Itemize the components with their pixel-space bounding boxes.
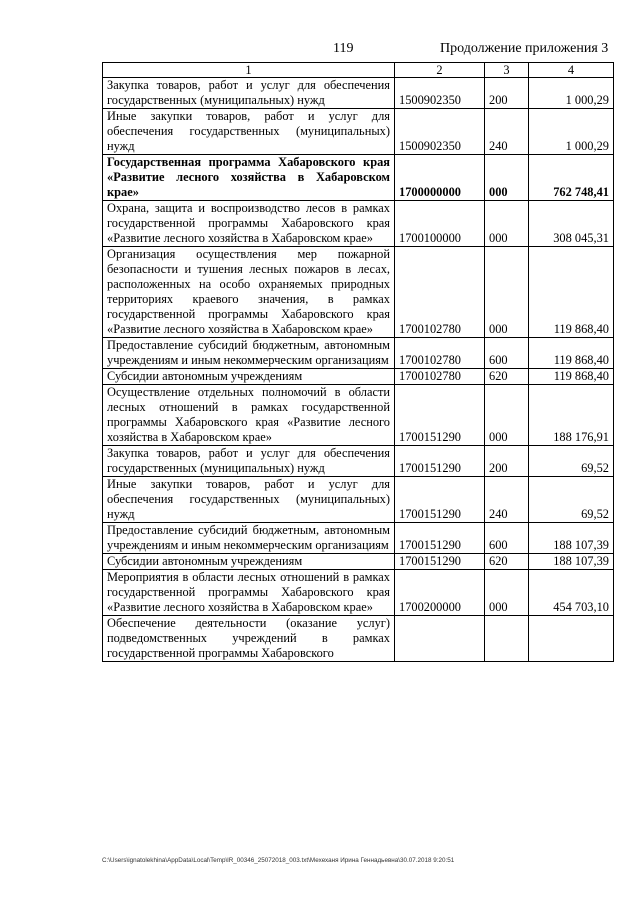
row-type-cell: 600 [485,523,529,554]
row-name-cell: Иные закупки товаров, работ и услуг для обеспечения государственных (муниципальных) нужд [103,477,395,523]
row-type-cell: 240 [485,109,529,155]
column-header: 3 [485,63,529,78]
row-type-cell: 000 [485,385,529,446]
row-type-cell: 600 [485,338,529,369]
row-code-cell: 1700151290 [395,477,485,523]
row-amount-cell: 188 107,39 [529,523,614,554]
table-row [103,570,614,616]
row-amount-cell: 69,52 [529,446,614,477]
row-type-cell: 000 [485,155,529,201]
table-header-row [103,63,614,78]
row-code-cell: 1500902350 [395,109,485,155]
row-code-cell: 1700102780 [395,338,485,369]
table-row [103,523,614,554]
row-code-cell: 1700151290 [395,523,485,554]
row-name-cell: Государственная программа Хабаровского края «Развитие лесного хозяйства в Хабаровском крае» [103,155,395,201]
table-row [103,616,614,662]
table-row [103,446,614,477]
row-amount-cell: 308 045,31 [529,201,614,247]
footer-file-path: C:\Users\ignatolekhina\AppData\Local\Temp\lR_00346_25072018_003.txt\Мехеханя Ирина Геннадьевна\30.07.2018 9:20:51 [102,857,455,864]
row-code-cell: 1700151290 [395,554,485,570]
page-number: 119 [333,41,354,56]
row-amount-cell: 454 703,10 [529,570,614,616]
column-header: 1 [103,63,395,78]
row-type-cell: 620 [485,369,529,385]
row-type-cell: 000 [485,201,529,247]
row-code-cell: 1700102780 [395,247,485,338]
row-code-cell: 1700200000 [395,570,485,616]
row-name-cell: Закупка товаров, работ и услуг для обеспечения государственных (муниципальных) нужд [103,446,395,477]
row-name-cell: Закупка товаров, работ и услуг для обеспечения государственных (муниципальных) нужд [103,78,395,109]
row-code-cell: 1700151290 [395,446,485,477]
row-code-cell: 1700102780 [395,369,485,385]
table-row [103,369,614,385]
row-amount-cell [529,616,614,662]
row-name-cell: Мероприятия в области лесных отношений в рамках государственной программы Хабаровского края «Развитие лесного хозяйства в Хабаровском крае» [103,570,395,616]
row-amount-cell: 1 000,29 [529,109,614,155]
table-row [103,554,614,570]
table-row [103,477,614,523]
column-header: 2 [395,63,485,78]
table-row [103,155,614,201]
row-amount-cell: 119 868,40 [529,369,614,385]
row-code-cell: 1500902350 [395,78,485,109]
row-type-cell: 000 [485,247,529,338]
table-row [103,385,614,446]
row-type-cell: 620 [485,554,529,570]
row-amount-cell: 188 176,91 [529,385,614,446]
budget-table [102,62,614,662]
column-header: 4 [529,63,614,78]
table-row [103,247,614,338]
row-amount-cell: 119 868,40 [529,247,614,338]
row-code-cell: 1700151290 [395,385,485,446]
row-type-cell [485,616,529,662]
row-type-cell: 240 [485,477,529,523]
row-amount-cell: 762 748,41 [529,155,614,201]
row-type-cell: 200 [485,446,529,477]
row-code-cell: 1700100000 [395,201,485,247]
row-name-cell: Субсидии автономным учреждениям [103,369,395,385]
row-type-cell: 200 [485,78,529,109]
row-code-cell: 1700000000 [395,155,485,201]
row-code-cell [395,616,485,662]
row-name-cell: Обеспечение деятельности (оказание услуг) подведомственных учреждений в рамках государственной программы Хабаровского [103,616,395,662]
table-row [103,78,614,109]
table-row [103,109,614,155]
table-row [103,338,614,369]
row-amount-cell: 1 000,29 [529,78,614,109]
row-name-cell: Иные закупки товаров, работ и услуг для обеспечения государственных (муниципальных) нужд [103,109,395,155]
table-body [103,63,614,662]
row-name-cell: Осуществление отдельных полномочий в области лесных отношений в рамках государственной программы Хабаровского края «Развитие лесного хозяйства в Хабаровском крае» [103,385,395,446]
row-type-cell: 000 [485,570,529,616]
row-name-cell: Предоставление субсидий бюджетным, автономным учреждениям и иным некоммерческим организациям [103,338,395,369]
row-name-cell: Охрана, защита и воспроизводство лесов в рамках государственной программы Хабаровского края «Развитие лесного хозяйства в Хабаровском крае» [103,201,395,247]
row-amount-cell: 119 868,40 [529,338,614,369]
row-amount-cell: 69,52 [529,477,614,523]
row-name-cell: Предоставление субсидий бюджетным, автономным учреждениям и иным некоммерческим организациям [103,523,395,554]
row-name-cell: Организация осуществления мер пожарной безопасности и тушения лесных пожаров в лесах, расположенных на особо охраняемых природных территориях краевого значения, в рамках государственной программы Хабаровского края «Развитие лесного хозяйства в Хабаровском крае» [103,247,395,338]
table-row [103,201,614,247]
row-name-cell: Субсидии автономным учреждениям [103,554,395,570]
row-amount-cell: 188 107,39 [529,554,614,570]
continuation-title: Продолжение приложения 3 [440,41,609,56]
